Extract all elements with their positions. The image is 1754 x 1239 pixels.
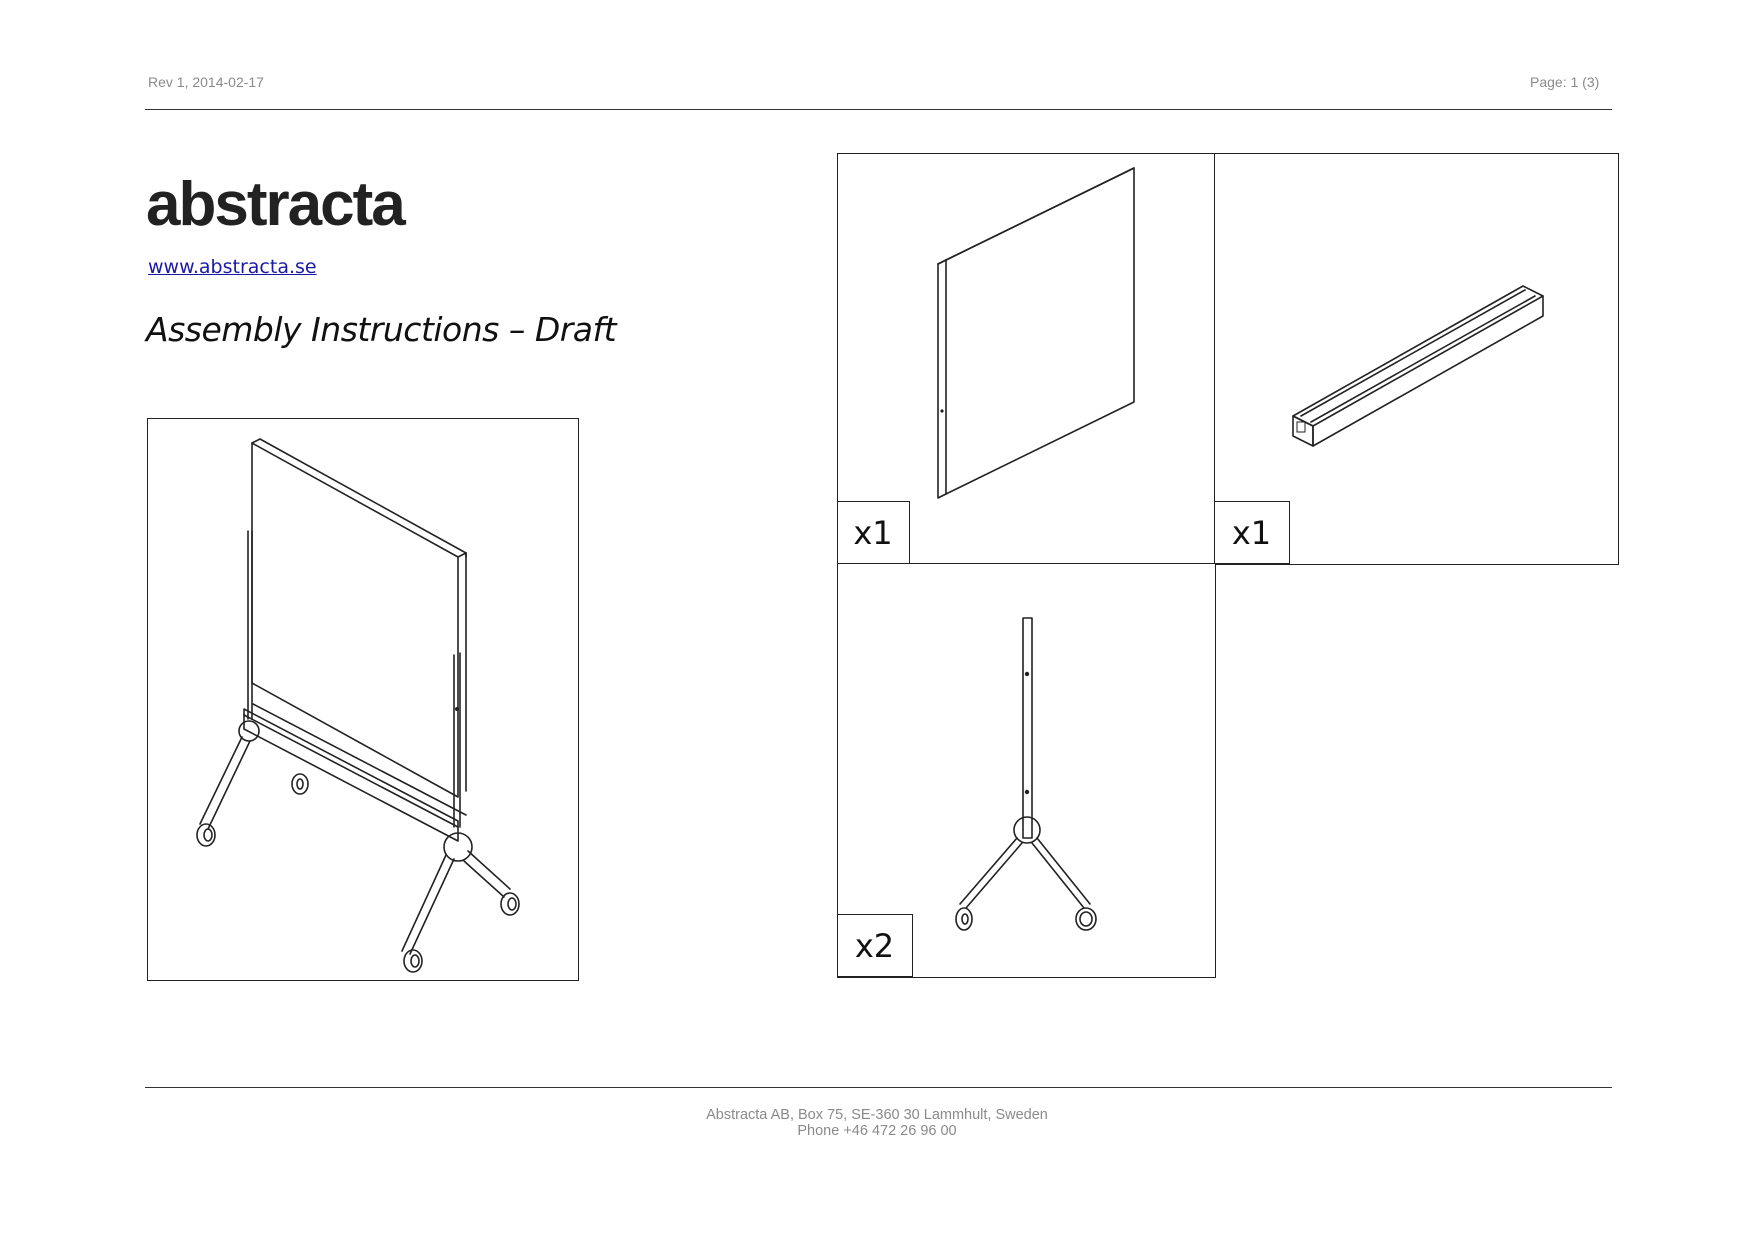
website-link[interactable]: www.abstracta.se bbox=[148, 256, 317, 278]
part-board-frame bbox=[837, 153, 1216, 565]
header-divider bbox=[145, 109, 1612, 110]
footer-phone: Phone +46 472 26 96 00 bbox=[797, 1123, 957, 1139]
footer-divider bbox=[145, 1087, 1612, 1088]
footer-address: Abstracta AB, Box 75, SE-360 30 Lammhult, Sweden bbox=[706, 1107, 1048, 1123]
part-leg-quantity: x2 bbox=[837, 914, 913, 977]
page-number: Page: 1 (3) bbox=[1530, 74, 1600, 90]
assembled-whiteboard-illustration bbox=[148, 419, 580, 982]
brand-logo: abstracta bbox=[146, 170, 404, 239]
assembled-illustration-frame bbox=[147, 418, 579, 981]
part-crossbar-frame bbox=[1214, 153, 1619, 565]
part-board-quantity: x1 bbox=[837, 501, 910, 564]
part-crossbar-quantity: x1 bbox=[1214, 501, 1290, 564]
revision-label: Rev 1, 2014-02-17 bbox=[148, 74, 264, 90]
part-leg-frame bbox=[837, 563, 1216, 978]
document-title: Assembly Instructions – Draft bbox=[146, 310, 617, 349]
